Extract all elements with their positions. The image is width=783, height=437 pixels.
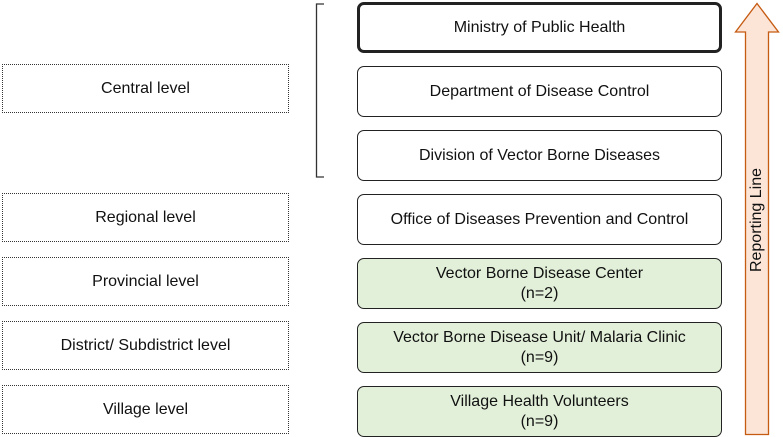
level-provincial-label: Provincial level <box>92 272 199 290</box>
central-level-bracket <box>315 3 325 178</box>
level-central-label: Central level <box>101 79 190 97</box>
org-ministry-name: Ministry of Public Health <box>453 18 626 36</box>
org-division-name: Division of Vector Borne Diseases <box>419 146 660 164</box>
org-volunteers-box <box>357 386 722 437</box>
org-center-count: (n=2) <box>520 284 559 302</box>
level-provincial <box>2 257 289 306</box>
reporting-line-label: Reporting Line <box>748 167 765 273</box>
org-office-box <box>357 194 722 245</box>
org-unit-count: (n=9) <box>520 348 559 366</box>
level-central <box>2 64 289 113</box>
level-regional <box>2 193 289 242</box>
org-center-name: Vector Borne Disease Center <box>435 264 644 282</box>
level-district-label: District/ Subdistrict level <box>60 336 231 354</box>
level-village <box>2 385 289 434</box>
org-division-box <box>357 130 722 181</box>
org-department-name: Department of Disease Control <box>429 82 650 100</box>
org-unit-name: Vector Borne Disease Unit/ Malaria Clinic <box>393 328 686 346</box>
org-department-box <box>357 66 722 117</box>
level-village-label: Village level <box>102 400 189 418</box>
org-unit-box <box>357 322 722 373</box>
org-office-name: Office of Diseases Prevention and Control <box>390 210 689 228</box>
org-ministry-box <box>357 2 722 53</box>
level-regional-label: Regional level <box>95 208 196 226</box>
org-volunteers-count: (n=9) <box>520 412 559 430</box>
org-center-box <box>357 258 722 309</box>
org-volunteers-name: Village Health Volunteers <box>450 392 629 410</box>
level-district <box>2 321 289 370</box>
